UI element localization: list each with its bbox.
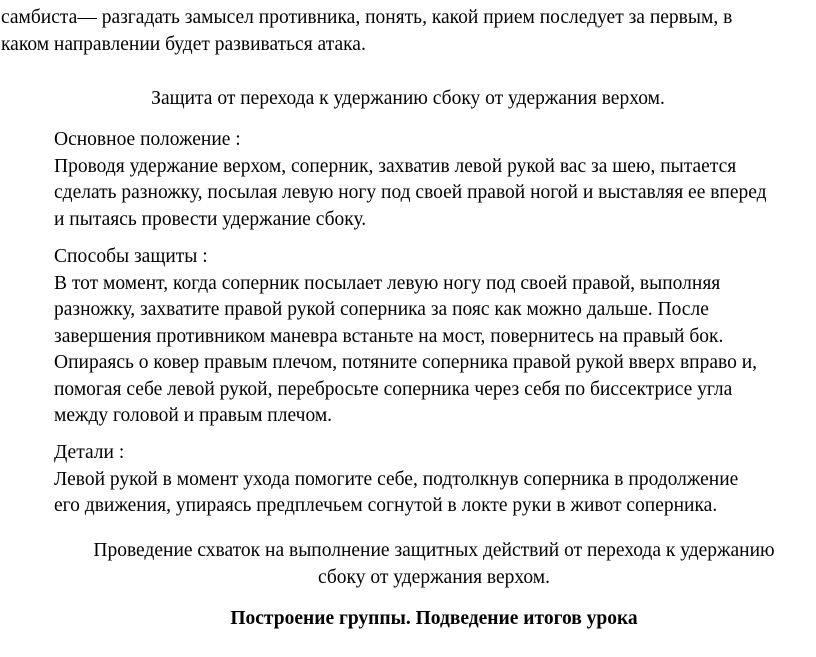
practice-line: сбоку от удержания верхом. (317, 567, 551, 588)
section-line: Опираясь о ковер правым плечом, потяните соперника правой рукой вверх вправо и, (54, 352, 758, 373)
section-line: разножку, захватите правой рукой соперника за пояс как можно дальше. После (54, 299, 709, 320)
section-line: Проводя удержание верхом, соперник, захватив левой рукой вас за шею, пытается (54, 155, 737, 177)
section-line: В тот момент, когда соперник посылает левую ногу под своей правой, выполняя (54, 272, 721, 294)
section-line: помогая себе левой рукой, перебросьте соперника через себя по биссектрисе угла (54, 378, 733, 400)
section-line: сделать разножку, посылая левую ногу под своей правой ногой и выставляя ее вперед (54, 182, 767, 203)
section-defense-methods (54, 244, 814, 430)
section-line: и пытаясь провести удержание сбоку. (54, 208, 367, 230)
section-line: его движения, упираясь предплечьем согнутой в локте руки в живот соперника. (54, 495, 718, 516)
section-heading: Детали : (54, 442, 125, 463)
section-heading: Способы защиты : (54, 246, 208, 267)
practice-line: Проведение схваток на выполнение защитных действий от перехода к удержанию (93, 540, 775, 561)
closing-heading: Построение группы. Подведение итогов урока (230, 608, 638, 629)
section-line: завершения противником маневра встаньте на мост, повернитесь на правый бок. (54, 325, 724, 347)
section-heading: Основное положение : (54, 129, 241, 150)
intro-line: самбиста— разгадать замысел противника, понять, какой прием последует за первым, в (1, 7, 733, 28)
intro-line: каком направлении будет развиваться атака. (1, 34, 366, 55)
section-details (54, 440, 814, 520)
practice-paragraph (0, 537, 816, 591)
section-line: между головой и правым плечом. (54, 405, 333, 426)
section-line: Левой рукой в момент ухода помогите себе, подтолкнув соперника в продолжение (54, 468, 739, 490)
section-title: Защита от перехода к удержанию сбоку от удержания верхом. (151, 88, 665, 109)
intro-paragraph (1, 4, 807, 58)
section-basic-position (54, 127, 814, 233)
